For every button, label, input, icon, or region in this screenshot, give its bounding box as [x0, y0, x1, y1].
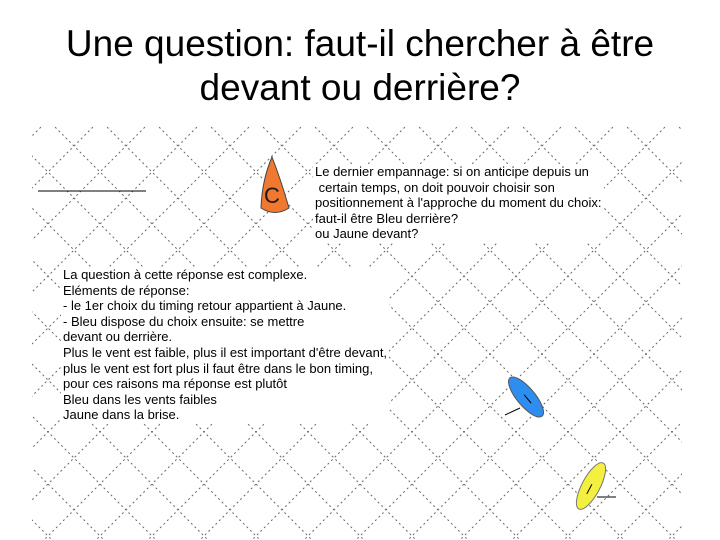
question-line-5: ou Jaune devant?	[313, 226, 604, 242]
question-line-4: faut-il être Bleu derrière?	[313, 211, 604, 227]
grid-line	[0, 120, 52, 540]
grid-line	[616, 120, 720, 540]
slide-title	[0, 22, 720, 110]
answer-text	[61, 267, 389, 423]
answer-line-1: La question à cette réponse est complexe.	[61, 267, 389, 283]
question-line-3: positionnement à l'approche du moment du choix:	[315, 195, 602, 211]
answer-line-10: Jaune dans la brise.	[61, 407, 389, 423]
boat-blue	[503, 372, 549, 422]
answer-line-7: plus le vent est fort plus il faut être dans le bon timing,	[61, 361, 389, 377]
answer-line-2: Eléments de réponse:	[61, 283, 389, 299]
question-line-1: Le dernier empannage: si on anticipe depuis un	[313, 164, 604, 180]
question-line-2: certain temps, on doit pouvoir choisir son	[313, 180, 604, 196]
answer-line-8: pour ces raisons ma réponse est plutôt	[61, 376, 389, 392]
grid-line	[668, 120, 720, 540]
answer-line-5: devant ou derrière.	[61, 329, 389, 345]
boat-yellow	[571, 459, 611, 513]
mark-c	[261, 157, 289, 213]
title-line-1: Une question: faut-il chercher à être	[65, 23, 655, 64]
question-text	[313, 164, 604, 242]
answer-line-6: Plus le vent est faible, plus il est important d'être devant,	[63, 344, 388, 360]
answer-line-9: Bleu dans les vents faibles	[61, 392, 389, 408]
answer-line-4: - Bleu dispose du choix ensuite: se mettre	[61, 314, 389, 330]
grid-line	[672, 120, 720, 540]
title-line-2: devant ou derrière?	[199, 67, 521, 108]
answer-line-3: - le 1er choix du timing retour appartient à Jaune.	[61, 298, 389, 314]
mark-label: C	[264, 183, 280, 208]
boat-blue-wake	[505, 408, 520, 415]
grid-line	[0, 120, 48, 540]
